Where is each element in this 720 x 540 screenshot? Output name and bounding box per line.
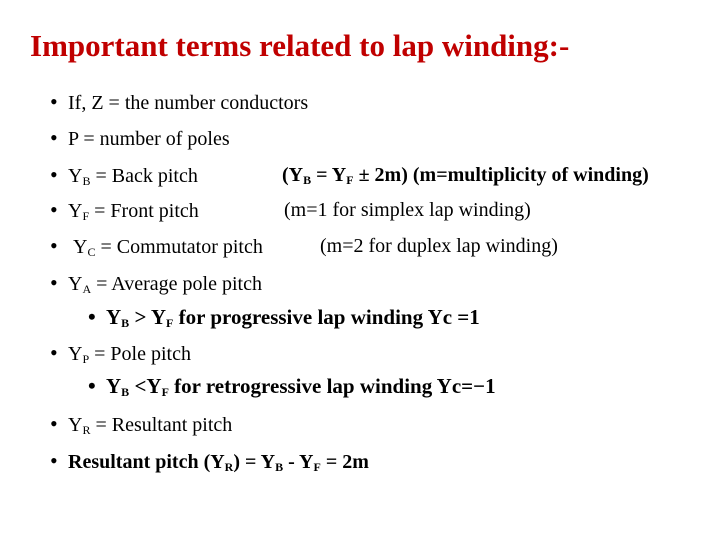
note-part: ± 2m) (m=multiplicity of winding) — [353, 164, 649, 186]
item-text: = Resultant pitch — [90, 414, 233, 436]
item-text: P = number of poles — [68, 128, 230, 150]
bullet-icon: • — [50, 162, 58, 187]
item-text: = Commutator pitch — [95, 236, 263, 258]
item-subscript: C — [87, 245, 96, 259]
front-pitch-note: (m=1 for simplex lap winding) — [284, 199, 531, 221]
note-subscript: F — [346, 173, 354, 187]
back-pitch-note — [282, 163, 649, 187]
bullet-icon: • — [50, 233, 58, 258]
formula-part: <Y — [129, 374, 162, 398]
item-text: = Average pole pitch — [91, 273, 262, 295]
formula-subscript: B — [275, 460, 284, 474]
formula-subscript: F — [166, 316, 174, 330]
item-symbol: Y — [68, 165, 83, 187]
bullet-icon: • — [50, 270, 58, 295]
item-text: = Pole pitch — [89, 343, 191, 365]
bullet-icon: • — [50, 125, 58, 150]
formula-part: - Y — [283, 451, 314, 473]
sub-item-retrogressive — [88, 374, 496, 398]
formula-part: Resultant pitch (Y — [68, 451, 225, 473]
formula-subscript: B — [121, 385, 130, 399]
bullet-icon: • — [50, 340, 58, 365]
note-part: = Y — [311, 164, 347, 186]
list-item-commutator-pitch — [50, 234, 710, 259]
item-text: = Front pitch — [89, 200, 199, 222]
formula-subscript: F — [313, 460, 321, 474]
formula-part: > Y — [129, 305, 167, 329]
sub-item-progressive — [88, 305, 480, 329]
item-subscript: F — [82, 209, 90, 223]
formula-part: Y — [106, 374, 122, 398]
item-subscript: P — [82, 352, 90, 366]
commutator-pitch-note: (m=2 for duplex lap winding) — [320, 235, 558, 257]
item-symbol: Y — [68, 414, 83, 436]
item-text: If, Z = the number conductors — [68, 92, 309, 114]
item-subscript: A — [82, 282, 92, 296]
note-subscript: B — [303, 173, 312, 187]
formula-subscript: F — [161, 385, 169, 399]
bullet-icon: • — [50, 448, 58, 473]
formula-part: = 2m — [320, 451, 369, 473]
list-item-poles — [50, 126, 230, 151]
item-subscript: B — [82, 174, 91, 188]
bullet-icon: • — [88, 373, 96, 398]
item-symbol: Y — [68, 200, 83, 222]
item-symbol: Y — [68, 343, 83, 365]
list-item-pole-pitch — [50, 341, 191, 366]
item-subscript: R — [82, 423, 91, 437]
formula-part: for progressive lap winding Yc =1 — [173, 305, 480, 329]
list-item-conductors — [50, 90, 308, 115]
list-item-resultant-formula — [50, 449, 369, 474]
list-item-resultant-pitch — [50, 412, 232, 437]
formula-subscript: R — [224, 460, 234, 474]
list-item-front-pitch — [50, 198, 710, 223]
item-text: = Back pitch — [90, 165, 198, 187]
note-part: (Y — [282, 164, 304, 186]
formula-part: for retrogressive lap winding Yc=−1 — [168, 374, 496, 398]
bullet-icon: • — [50, 197, 58, 222]
list-item-back-pitch — [50, 163, 710, 188]
slide-title: Important terms related to lap winding:- — [30, 28, 570, 63]
bullet-icon: • — [88, 304, 96, 329]
list-item-average-pole-pitch — [50, 271, 262, 296]
formula-part: Y — [106, 305, 122, 329]
formula-part: ) = Y — [233, 451, 276, 473]
item-symbol: Y — [73, 236, 88, 258]
formula-subscript: B — [121, 316, 130, 330]
item-symbol: Y — [68, 273, 83, 295]
bullet-icon: • — [50, 411, 58, 436]
bullet-icon: • — [50, 89, 58, 114]
